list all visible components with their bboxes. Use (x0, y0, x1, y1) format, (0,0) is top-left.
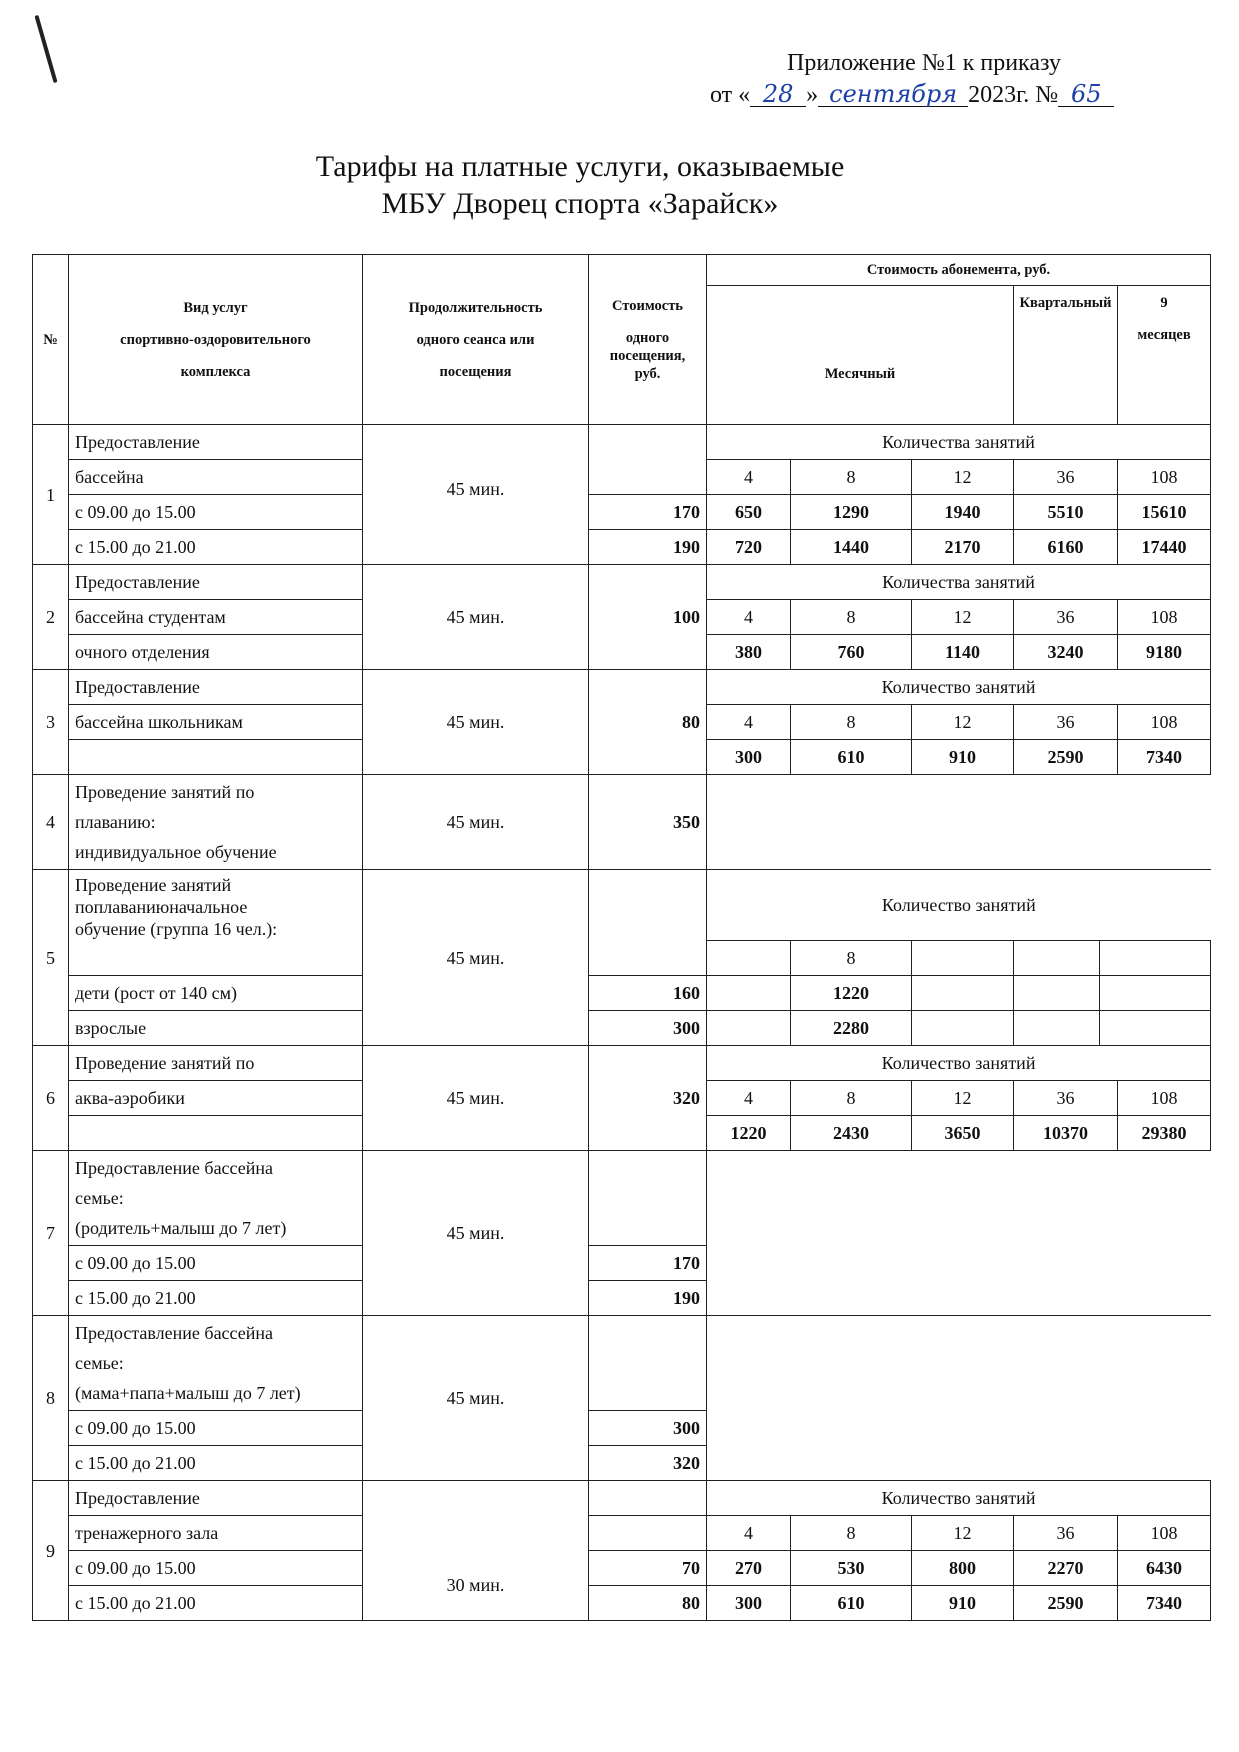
qty-header: 4 (707, 460, 791, 495)
single-visit-price: 170 (589, 1246, 707, 1281)
header-service-l1: Вид услуг (183, 299, 248, 316)
service-title: аква-аэробики (69, 1081, 363, 1116)
subscription-price: 3650 (912, 1116, 1014, 1151)
service-title-l2: поплаваниюначальное (75, 897, 248, 917)
qty-header: 12 (912, 460, 1014, 495)
subscription-price: 650 (707, 495, 791, 530)
single-visit-price: 80 (589, 670, 707, 775)
time-slot-label: с 15.00 до 21.00 (69, 1586, 363, 1621)
service-title: Предоставление (69, 425, 363, 460)
single-visit-price: 350 (589, 775, 707, 870)
single-visit-price: 160 (589, 976, 707, 1011)
title-line-1: Тарифы на платные услуги, оказываемые (315, 150, 845, 183)
subscription-price: 1140 (912, 635, 1014, 670)
service-title-l3: (мама+папа+малыш до 7 лет) (75, 1383, 301, 1403)
table-row (33, 1586, 1211, 1621)
row-number: 1 (33, 425, 69, 565)
header-duration (363, 255, 589, 425)
subscription-price: 1440 (791, 530, 912, 565)
service-title: Проведение занятий по (69, 1046, 363, 1081)
time-slot-label: с 09.00 до 15.00 (69, 495, 363, 530)
subscription-price: 300 (707, 740, 791, 775)
time-slot-label: взрослые (69, 1011, 363, 1046)
subscription-price: 610 (791, 740, 912, 775)
single-visit-price: 320 (589, 1046, 707, 1151)
header-duration-l3: посещения (439, 363, 512, 380)
qty-label: Количества занятий (707, 565, 1211, 600)
single-visit-price: 170 (589, 495, 707, 530)
empty-cell (707, 1316, 1211, 1481)
empty-cell (912, 941, 1014, 976)
tariffs-table (32, 254, 1211, 1621)
empty-cell (589, 425, 707, 460)
table-row (33, 530, 1211, 565)
empty-cell (589, 460, 707, 495)
service-title: бассейна (69, 460, 363, 495)
service-title (69, 775, 363, 870)
empty-cell (707, 1151, 1211, 1316)
header-duration-l2: одного сеанса или (416, 331, 535, 348)
row-number: 2 (33, 565, 69, 670)
empty-cell (589, 1316, 707, 1411)
subscription-price: 300 (707, 1586, 791, 1621)
single-visit-price: 100 (589, 565, 707, 670)
header-quarterly: Квартальный (1014, 286, 1118, 425)
header-nine-l2: месяцев (1137, 327, 1191, 343)
service-title-l1: Предоставление бассейна (75, 1158, 273, 1178)
order-date-line (710, 80, 1114, 110)
subscription-price: 2590 (1014, 740, 1118, 775)
empty-cell (707, 941, 791, 976)
qty-label: Количество занятий (707, 670, 1211, 705)
subscription-price: 6430 (1118, 1551, 1211, 1586)
empty-cell (1100, 976, 1211, 1011)
handwritten-month: сентября (818, 82, 968, 107)
time-slot-label: с 09.00 до 15.00 (69, 1246, 363, 1281)
table-row (33, 1011, 1211, 1046)
table-row (33, 1316, 1211, 1411)
qty-header: 108 (1118, 460, 1211, 495)
service-title-l3: обучение (группа 16 чел.): (75, 919, 278, 939)
empty-cell (69, 740, 363, 775)
empty-cell (589, 1516, 707, 1551)
table-row (33, 1481, 1211, 1516)
qty-header: 8 (791, 1516, 912, 1551)
header-cost-l3: посещения, (609, 347, 686, 364)
duration-cell: 45 мин. (363, 425, 589, 565)
qty-header: 8 (791, 705, 912, 740)
subscription-price: 1220 (707, 1116, 791, 1151)
qty-header: 4 (707, 600, 791, 635)
subscription-price: 1940 (912, 495, 1014, 530)
table-row (33, 1151, 1211, 1246)
title-line-2: МБУ Дворец спорта «Зарайск» (381, 187, 779, 220)
row-number: 6 (33, 1046, 69, 1151)
row-number: 5 (33, 870, 69, 1046)
quote-close: » (806, 82, 819, 108)
table-row (33, 495, 1211, 530)
subscription-price: 2590 (1014, 1586, 1118, 1621)
qty-header: 4 (707, 1081, 791, 1116)
qty-header: 4 (707, 1516, 791, 1551)
table-row (33, 1551, 1211, 1586)
year-text: 2023г. № (968, 82, 1059, 108)
row-number: 9 (33, 1481, 69, 1621)
qty-header: 36 (1014, 705, 1118, 740)
empty-cell (1100, 1011, 1211, 1046)
duration-cell: 45 мин. (363, 1316, 589, 1481)
service-title-l3: (родитель+малыш до 7 лет) (75, 1218, 287, 1238)
table-row (33, 1046, 1211, 1081)
qty-label: Количество занятий (707, 1046, 1211, 1081)
empty-cell (1100, 941, 1211, 976)
qty-header: 12 (912, 1516, 1014, 1551)
qty-header: 36 (1014, 1081, 1118, 1116)
single-visit-price: 300 (589, 1011, 707, 1046)
single-visit-price: 70 (589, 1551, 707, 1586)
qty-header: 108 (1118, 1516, 1211, 1551)
subscription-price: 2170 (912, 530, 1014, 565)
empty-cell (363, 1481, 589, 1551)
empty-cell (1014, 1011, 1100, 1046)
service-title: очного отделения (69, 635, 363, 670)
time-slot-label: с 09.00 до 15.00 (69, 1411, 363, 1446)
subscription-price: 7340 (1118, 1586, 1211, 1621)
single-visit-price: 80 (589, 1586, 707, 1621)
service-title: бассейна студентам (69, 600, 363, 635)
subscription-price: 2430 (791, 1116, 912, 1151)
header-cost (589, 255, 707, 425)
time-slot-label: дети (рост от 140 см) (69, 976, 363, 1011)
header-monthly: Месячный (707, 286, 1014, 425)
qty-label: Количество занятий (707, 870, 1211, 941)
subscription-price: 910 (912, 740, 1014, 775)
subscription-price: 29380 (1118, 1116, 1211, 1151)
empty-cell (912, 976, 1014, 1011)
row-number: 4 (33, 775, 69, 870)
empty-cell (707, 775, 1211, 870)
qty-header: 8 (791, 600, 912, 635)
service-title (69, 870, 363, 976)
scan-mark (34, 15, 57, 83)
row-number: 7 (33, 1151, 69, 1316)
time-slot-label: с 15.00 до 21.00 (69, 1446, 363, 1481)
empty-cell (589, 1151, 707, 1246)
duration-cell: 45 мин. (363, 670, 589, 775)
time-slot-label: с 15.00 до 21.00 (69, 1281, 363, 1316)
single-visit-price: 190 (589, 530, 707, 565)
service-title-l2: семье: (75, 1353, 124, 1373)
empty-cell (69, 1116, 363, 1151)
service-title: Предоставление (69, 565, 363, 600)
service-title-l1: Предоставление бассейна (75, 1323, 273, 1343)
subscription-price: 1220 (791, 976, 912, 1011)
empty-cell (589, 870, 707, 976)
table-row (33, 775, 1211, 870)
subscription-price: 380 (707, 635, 791, 670)
header-cost-l4: руб. (634, 365, 661, 382)
subscription-price: 270 (707, 1551, 791, 1586)
service-title: Предоставление (69, 1481, 363, 1516)
service-title-l1: Проведение занятий (75, 875, 232, 895)
header-service-l2: спортивно-оздоровительного (120, 331, 311, 348)
table-row (33, 425, 1211, 460)
qty-header: 108 (1118, 705, 1211, 740)
duration-cell: 45 мин. (363, 1151, 589, 1316)
subscription-price: 2270 (1014, 1551, 1118, 1586)
time-slot-label: с 15.00 до 21.00 (69, 530, 363, 565)
qty-header: 36 (1014, 1516, 1118, 1551)
empty-cell (707, 1011, 791, 1046)
qty-header: 8 (791, 460, 912, 495)
empty-cell (589, 1481, 707, 1516)
service-title-l1: Проведение занятий по (75, 782, 255, 802)
subscription-price: 1290 (791, 495, 912, 530)
header-cost-l1: Стоимость (612, 297, 683, 314)
duration-cell: 45 мин. (363, 565, 589, 670)
header-service (69, 255, 363, 425)
subscription-price: 760 (791, 635, 912, 670)
qty-header: 8 (791, 941, 912, 976)
qty-header: 36 (1014, 600, 1118, 635)
subscription-price: 530 (791, 1551, 912, 1586)
table-row (33, 870, 1211, 941)
header-nine-months (1118, 286, 1211, 425)
duration-cell: 30 мин. (363, 1551, 589, 1621)
subscription-price: 17440 (1118, 530, 1211, 565)
service-title: Предоставление (69, 670, 363, 705)
qty-header: 12 (912, 600, 1014, 635)
empty-cell (1014, 941, 1100, 976)
qty-header: 12 (912, 1081, 1014, 1116)
qty-label: Количество занятий (707, 1481, 1211, 1516)
table-header-row (33, 255, 1211, 286)
table-row (33, 976, 1211, 1011)
table-row (33, 565, 1211, 600)
row-number: 3 (33, 670, 69, 775)
duration-cell: 45 мин. (363, 1046, 589, 1151)
table-row (33, 1516, 1211, 1551)
row-number: 8 (33, 1316, 69, 1481)
single-visit-price: 300 (589, 1411, 707, 1446)
qty-header: 8 (791, 1081, 912, 1116)
header-nine-l1: 9 (1160, 295, 1168, 311)
qty-header: 12 (912, 705, 1014, 740)
subscription-price: 6160 (1014, 530, 1118, 565)
header-subscription: Стоимость абонемента, руб. (707, 255, 1211, 286)
service-title (69, 1151, 363, 1246)
qty-label: Количества занятий (707, 425, 1211, 460)
qty-header: 108 (1118, 600, 1211, 635)
subscription-price: 7340 (1118, 740, 1211, 775)
header-no: № (33, 255, 69, 425)
qty-header: 108 (1118, 1081, 1211, 1116)
subscription-price: 720 (707, 530, 791, 565)
appendix-title: Приложение №1 к приказу (787, 50, 1061, 76)
duration-cell: 45 мин. (363, 870, 589, 1046)
handwritten-day: 28 (750, 82, 806, 107)
empty-cell (912, 1011, 1014, 1046)
header-cost-l2: одного (625, 329, 670, 346)
service-title: тренажерного зала (69, 1516, 363, 1551)
service-title-l3: индивидуальное обучение (75, 842, 277, 862)
subscription-price: 3240 (1014, 635, 1118, 670)
qty-header: 4 (707, 705, 791, 740)
from-prefix: от « (710, 82, 751, 108)
subscription-price: 2280 (791, 1011, 912, 1046)
header-duration-l1: Продолжительность (408, 299, 543, 316)
header-service-l3: комплекса (180, 363, 251, 380)
subscription-price: 610 (791, 1586, 912, 1621)
single-visit-price: 320 (589, 1446, 707, 1481)
subscription-price: 10370 (1014, 1116, 1118, 1151)
service-title: бассейна школьникам (69, 705, 363, 740)
single-visit-price: 190 (589, 1281, 707, 1316)
service-title (69, 1316, 363, 1411)
empty-cell (1014, 976, 1100, 1011)
handwritten-order-number: 65 (1058, 82, 1114, 107)
subscription-price: 15610 (1118, 495, 1211, 530)
subscription-price: 9180 (1118, 635, 1211, 670)
empty-cell (707, 976, 791, 1011)
table-row (33, 670, 1211, 705)
subscription-price: 910 (912, 1586, 1014, 1621)
service-title-l2: плаванию: (75, 812, 156, 832)
subscription-price: 800 (912, 1551, 1014, 1586)
subscription-price: 5510 (1014, 495, 1118, 530)
time-slot-label: с 09.00 до 15.00 (69, 1551, 363, 1586)
service-title-l2: семье: (75, 1188, 124, 1208)
duration-cell: 45 мин. (363, 775, 589, 870)
table-row (33, 460, 1211, 495)
document-title (230, 148, 930, 222)
qty-header: 36 (1014, 460, 1118, 495)
